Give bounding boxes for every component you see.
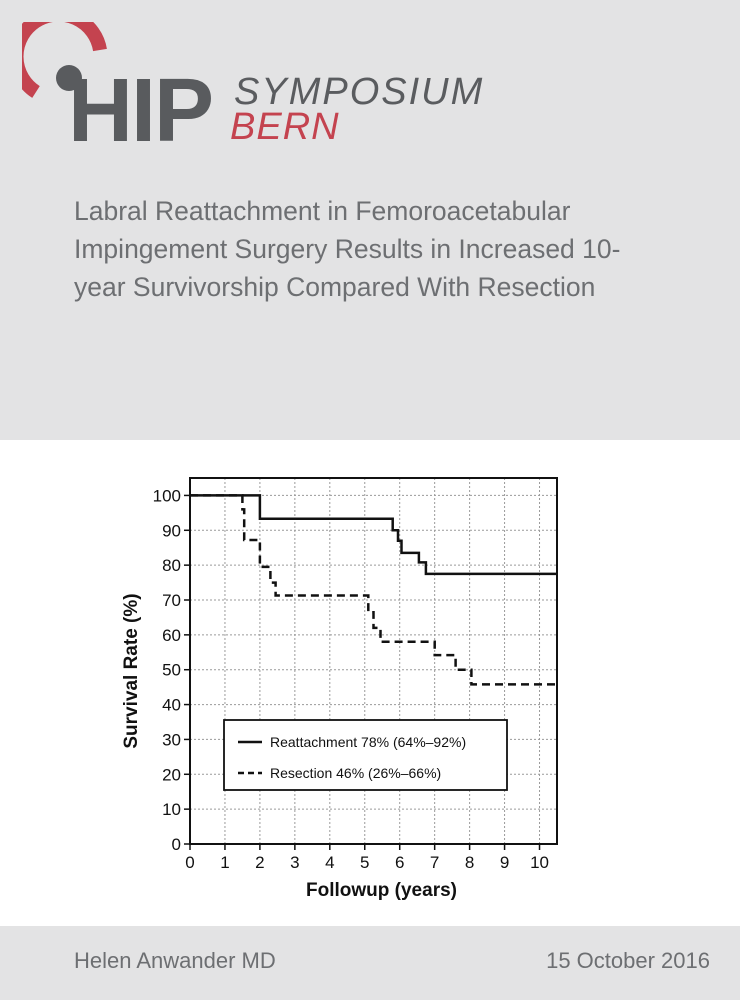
y-tick-label-0: 0 xyxy=(171,835,181,854)
author-name: Helen Anwander MD xyxy=(74,948,276,973)
x-tick-label-9: 9 xyxy=(499,853,510,872)
logo-hip-text: HIP xyxy=(68,61,213,161)
series-line-resection xyxy=(190,495,557,684)
y-tick-label-80: 80 xyxy=(162,556,181,576)
x-tick-label-3: 3 xyxy=(290,853,300,872)
x-tick-label-8: 8 xyxy=(464,853,475,872)
x-tick-label-1: 1 xyxy=(220,853,230,872)
x-tick-label-5: 5 xyxy=(360,853,370,872)
presentation-date: 15 October 2016 xyxy=(546,948,710,973)
x-tick-label-7: 7 xyxy=(429,853,440,872)
x-tick-label-10: 10 xyxy=(530,853,549,872)
x-tick-label-0: 0 xyxy=(185,853,195,872)
y-axis-title: Survival Rate (%) xyxy=(121,593,142,749)
y-tick-label-70: 70 xyxy=(162,591,181,610)
legend-label-resection: Resection 46% (26%–66%) xyxy=(270,765,442,781)
survival-chart xyxy=(0,440,740,926)
y-tick-label-60: 60 xyxy=(162,625,181,645)
chart-panel xyxy=(0,440,740,926)
y-tick-label-10: 10 xyxy=(162,800,181,820)
logo-bern-text: BERN xyxy=(230,106,340,148)
y-tick-label-40: 40 xyxy=(162,695,181,715)
presentation-title: Labral Reattachment in Femoroacetabular Impingement Surgery Results in Increased 10-year Survivorship Compared With Resection xyxy=(74,196,621,302)
legend-label-reattachment: Reattachment 78% (64%–92%) xyxy=(270,734,467,750)
header xyxy=(0,0,740,440)
x-axis-title: Followup (years) xyxy=(306,880,457,901)
y-tick-label-50: 50 xyxy=(162,660,181,680)
hip-symposium-logo xyxy=(22,22,485,161)
y-tick-label-20: 20 xyxy=(162,765,181,785)
x-tick-label-4: 4 xyxy=(325,853,335,872)
logo-symposium-text: SYMPOSIUM xyxy=(234,71,485,113)
y-tick-label-100: 100 xyxy=(152,486,181,506)
x-tick-label-2: 2 xyxy=(255,853,265,872)
y-tick-label-90: 90 xyxy=(162,521,181,541)
y-tick-label-30: 30 xyxy=(162,730,181,750)
x-tick-label-6: 6 xyxy=(394,853,405,872)
